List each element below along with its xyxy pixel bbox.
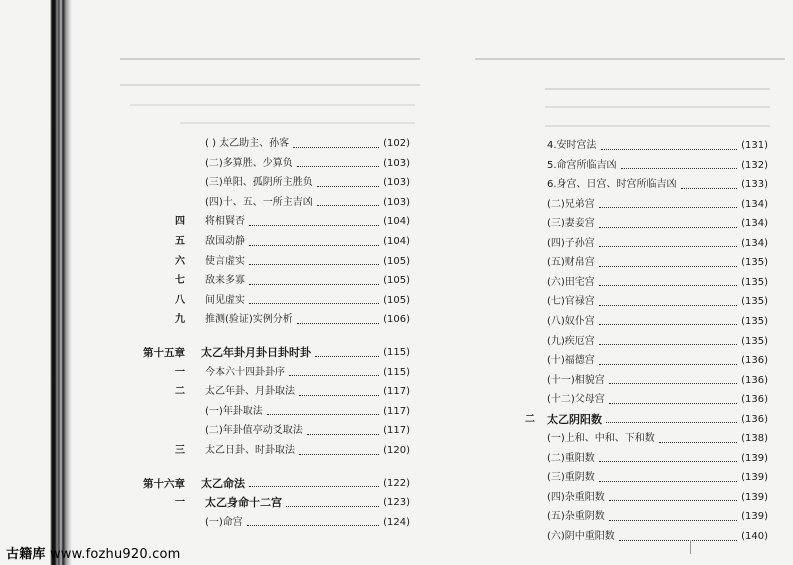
toc-leader-dots (621, 168, 738, 169)
toc-entry (547, 139, 768, 153)
toc-entry (547, 178, 768, 192)
toc-entry-page: (135) (741, 257, 768, 269)
toc-entry-label: (九)疾厄宫 (547, 335, 595, 347)
toc-entry (547, 374, 768, 388)
toc-entry-page: (102) (383, 138, 410, 149)
toc-entry-label: 今本六十四卦卦序 (205, 366, 285, 378)
toc-entry-label: (四)十、五、一所主吉凶 (205, 196, 313, 208)
toc-entry-label: (四)子孙宫 (547, 237, 595, 249)
toc-entry-label: (二)多算胜、少算负 (205, 157, 293, 169)
toc-entry-page: (138) (741, 433, 768, 445)
watermark-url: www.fozhu920.com (49, 547, 181, 562)
toc-leader-dots (599, 324, 737, 325)
toc-entry-label: (十一)相貌宫 (547, 374, 605, 386)
toc-entry-label: (三)重阴数 (547, 472, 595, 484)
toc-entry-label: (五)杂重阴数 (547, 511, 605, 523)
toc-entry (547, 295, 768, 309)
toc-entry-number: 二 (525, 413, 535, 425)
toc-entry-number: 第十六章 (143, 477, 185, 490)
toc-entry (525, 413, 768, 427)
toc-entry-label: (六)阴中重阳数 (547, 531, 615, 542)
toc-entry (547, 491, 768, 505)
toc-entry-label: (一)上和、中和、下和数 (547, 433, 655, 445)
toc-entry-page: (132) (741, 159, 768, 171)
toc-entry-number: 一 (175, 497, 185, 509)
toc-entry (547, 198, 768, 212)
watermark (6, 543, 181, 562)
toc-entry-page: (135) (741, 315, 768, 327)
toc-leader-dots (599, 266, 737, 267)
toc-entry-label: 敌来多寡 (205, 275, 245, 287)
toc-entry-label: 太乙阴阳数 (547, 412, 602, 426)
toc-entry-number: 一 (175, 366, 185, 378)
toc-entry-page: (105) (383, 294, 410, 306)
toc-entry-page: (136) (741, 355, 768, 367)
toc-entry-label: (十二)父母宫 (547, 394, 605, 406)
toc-entry-page: (106) (383, 314, 410, 326)
toc-entry-label: (三)妻妾宫 (547, 218, 595, 230)
toc-entry (547, 510, 768, 524)
toc-entry-page: (134) (741, 218, 768, 230)
toc-entry-page: (122) (383, 477, 410, 489)
toc-entry (547, 354, 768, 368)
toc-leader-dots (609, 403, 737, 404)
toc-entry (547, 471, 768, 485)
toc-entry-page: (135) (741, 335, 768, 347)
toc-entry (547, 256, 768, 270)
toc-entry-number: 四 (175, 216, 185, 228)
toc-entry-number: 三 (175, 445, 185, 456)
toc-entry-label: (一)命宫 (205, 516, 243, 528)
toc-leader-dots (599, 246, 737, 247)
toc-entry-page: (139) (741, 491, 768, 503)
toc-leader-dots (599, 227, 737, 228)
toc-entry-page: (139) (741, 511, 768, 523)
toc-entry-label: (六)田宅宫 (547, 276, 595, 288)
toc-entry-page: (136) (741, 394, 768, 406)
toc-entry-number: 二 (175, 386, 185, 398)
toc-entry-label: 太乙身命十二宫 (205, 496, 282, 510)
toc-entry-page: (123) (383, 497, 410, 509)
watermark-cn: 古籍库 (6, 547, 46, 562)
toc-entry (547, 452, 768, 466)
toc-entry-page: (131) (741, 140, 768, 151)
toc-leader-dots (601, 149, 738, 150)
toc-entry-label: 间见虚实 (205, 294, 245, 306)
toc-entry-label: 6.身宫、日宫、时宫所临吉凶 (547, 179, 677, 191)
toc-entry-page: (103) (383, 177, 410, 189)
toc-entry-label: (十)福德宫 (547, 355, 595, 367)
toc-entry-page: (103) (383, 196, 410, 208)
toc-entry-label: (四)杂重阳数 (547, 491, 605, 503)
toc-entry-label: 使言虚实 (205, 255, 245, 267)
toc-entry-page: (134) (741, 198, 768, 210)
toc-entry-label: 太乙年卦月卦日卦时卦 (201, 346, 311, 359)
toc-entry-label: (二)重阳数 (547, 452, 595, 464)
toc-entry-label: 太乙命法 (201, 476, 245, 490)
toc-leader-dots (599, 207, 737, 208)
toc-entry-page: (104) (383, 216, 410, 228)
toc-entry-page: (104) (383, 236, 410, 247)
toc-leader-dots (599, 364, 737, 365)
toc-entry-page: (136) (741, 413, 768, 425)
toc-entry-number: 第十五章 (143, 347, 185, 359)
toc-entry (547, 530, 768, 544)
toc-leader-dots (681, 188, 738, 189)
toc-entry-page: (124) (383, 516, 410, 528)
toc-entry-number: 九 (175, 314, 185, 326)
toc-entry (547, 217, 768, 231)
toc-leader-dots (606, 422, 737, 423)
toc-entry-page: (135) (741, 296, 768, 308)
toc-entry-page: (120) (383, 445, 410, 456)
toc-entry-label: (二)兄弟宫 (547, 198, 595, 210)
toc-entry-page: (139) (741, 452, 768, 464)
toc-entry-label: (三)单阳、孤阴所主胜负 (205, 177, 313, 189)
toc-entry-page: (115) (383, 347, 410, 358)
toc-entry-page: (140) (741, 531, 768, 542)
toc-entry (547, 432, 768, 446)
toc-entry-label: 4.安时宫法 (547, 140, 597, 151)
toc-entry-page: (136) (741, 374, 768, 386)
toc-entry-number: 七 (175, 275, 185, 287)
toc-entry-page: (117) (383, 425, 410, 437)
toc-entry-label: (五)财帛宫 (547, 257, 595, 269)
toc-entry-page: (115) (383, 366, 410, 378)
toc-entry-label: 将相賢否 (205, 216, 245, 228)
toc-entry-page: (105) (383, 275, 410, 287)
toc-leader-dots (599, 481, 737, 482)
toc-entry (547, 315, 768, 329)
toc-entry (547, 159, 768, 173)
toc-leader-dots (619, 540, 737, 541)
toc-entry-page: (133) (741, 179, 768, 191)
toc-entry-label: 太乙日卦、时卦取法 (205, 445, 295, 456)
toc-entry-page: (105) (383, 255, 410, 267)
toc-leader-dots (599, 285, 737, 286)
toc-leader-dots (609, 520, 737, 521)
toc-leader-dots (609, 383, 737, 384)
toc-entry-page: (117) (383, 386, 410, 398)
toc-entry-label: 推测(验证)实例分析 (205, 314, 293, 326)
toc-leader-dots (599, 461, 737, 462)
toc-entry-number: 八 (175, 294, 185, 306)
toc-entry (547, 237, 768, 251)
faded-top-rule-right-3 (545, 125, 770, 127)
toc-entry-label: (一)年卦取法 (205, 405, 263, 417)
toc-entry-number: 六 (175, 255, 185, 267)
crop-mark (690, 540, 691, 554)
toc-entry-label: (七)官禄宫 (547, 296, 595, 308)
toc-entry-page: (135) (741, 276, 768, 288)
faded-header-rule-right (475, 58, 785, 60)
toc-entry-label: (八)奴仆宫 (547, 315, 595, 327)
toc-entry-page: (117) (383, 405, 410, 417)
toc-entry-page: (103) (383, 157, 410, 169)
toc-entry-label: 太乙年卦、月卦取法 (205, 386, 295, 398)
toc-entry-label: 5.命宫所临吉凶 (547, 159, 617, 171)
toc-entry (547, 335, 768, 349)
faded-top-rule-right-2 (545, 106, 770, 108)
toc-entry-label: ( ) 太乙助主、孙客 (205, 138, 290, 149)
toc-entry-number: 五 (175, 236, 185, 247)
toc-leader-dots (609, 500, 737, 501)
toc-entry (547, 276, 768, 290)
toc-entry (547, 393, 768, 407)
toc-leader-dots (599, 305, 737, 306)
toc-entry-label: 敌国动静 (205, 236, 245, 247)
toc-entry-page: (134) (741, 237, 768, 249)
toc-entry-label: (二)年卦值亭动爻取法 (205, 425, 303, 437)
toc-leader-dots (659, 442, 737, 443)
faded-top-rule-right (545, 88, 770, 90)
toc-leader-dots (599, 344, 737, 345)
toc-entry-page: (139) (741, 472, 768, 484)
